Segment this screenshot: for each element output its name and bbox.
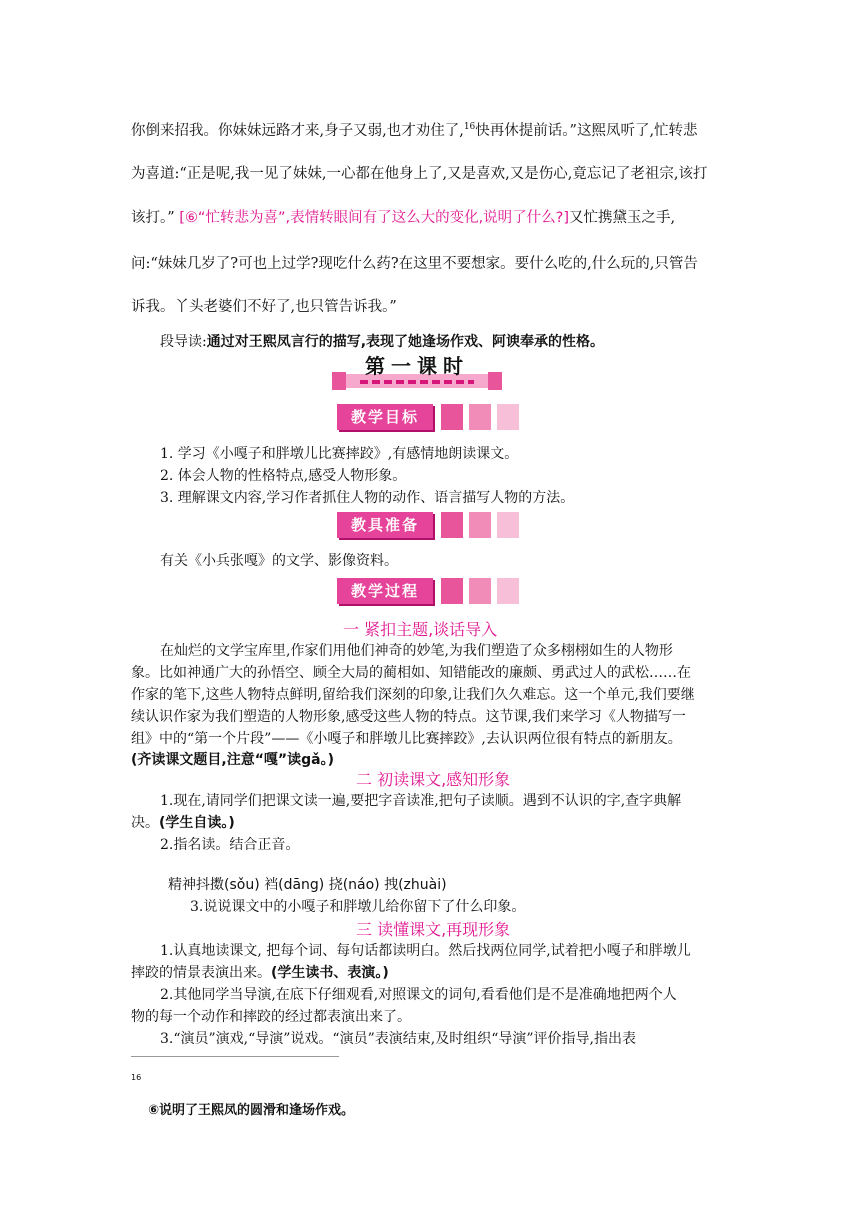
excerpt-line-3: 该打。” [⑥“忙转悲为喜”,表情转眼间有了这么大的变化,说明了什么?]又忙携黛玉之手, (131, 210, 676, 226)
excerpt-line-4: 问:“妹妹几岁了?可也上过学?现吃什么药?在这里不要想家。要什么吃的,什么玩的,只管告 (131, 256, 698, 272)
objectives-tag: 教学目标 (337, 404, 527, 430)
section-3-p2b: 物的每一个动作和摔跤的经过都表演出来了。 (131, 1009, 411, 1025)
section-1-line: 作家的笔下,这些人物特点鲜明,留给我们深刻的印象,让我们久久难忘。这一个单元,我们要继 (131, 687, 695, 703)
footnote-ref[interactable]: 16 (463, 122, 476, 133)
section-heading-2: 二 初读课文,感知形象 (356, 770, 511, 789)
materials-text: 有关《小兵张嘎》的文学、影像资料。 (160, 553, 398, 569)
excerpt-line-5: 诉我。丫头老婆们不好了,也只管告诉我。” (131, 299, 397, 315)
excerpt-line-2: 为喜道:“正是呢,我一见了妹妹,一心都在他身上了,又是喜欢,又是伤心,竟忘记了老祖宗,该打 (131, 166, 708, 182)
section-3-p3: 3.“演员”演戏,“导演”说戏。“演员”表演结束,及时组织“导演”评价指导,指出表 (160, 1031, 636, 1047)
section-2-p2: 2.指名读。结合正音。 (160, 837, 300, 853)
section-1-line: 象。比如神通广大的孙悟空、顾全大局的蔺相如、知错能改的廉颇、勇武过人的武松……在 (131, 665, 691, 681)
lesson-banner (332, 350, 502, 394)
footnote-number: 16 (131, 1073, 142, 1082)
section-2-p1b: 决。(学生自读。) (131, 815, 235, 831)
section-2-p1: 1.现在,请同学们把课文读一遍,要把字音读准,把句子读顺。遇到不认识的字,查字典解 (160, 793, 682, 809)
section-3-p1b: 摔跤的情景表演出来。(学生读书、表演。) (131, 965, 389, 981)
section-1-line: 续认识作家为我们塑造的人物形象,感受这些人物的特点。这节课,我们来学习《人物描写一 (131, 709, 686, 725)
section-heading-1: 一 紧扣主题,谈话导入 (343, 620, 498, 639)
objective-item: 3. 理解课文内容,学习作者抓住人物的动作、语言描写人物的方法。 (160, 490, 575, 506)
question-note: [⑥“忙转悲为喜”,表情转眼间有了这么大的变化,说明了什么?] (179, 210, 570, 226)
section-3-p2: 2.其他同学当导演,在底下仔细观看,对照课文的词句,看看他们是不是准确地把两个人 (160, 987, 677, 1003)
objective-item: 2. 体会人物的性格特点,感受人物形象。 (160, 468, 407, 484)
objective-item: 1. 学习《小嘎子和胖墩儿比赛摔跤》,有感情地朗读课文。 (160, 446, 519, 462)
paragraph-guide: 段导读:通过对王熙凤言行的描写,表现了她逢场作戏、阿谀奉承的性格。 (160, 334, 605, 350)
section-2-p3: 3.说说课文中的小嘎子和胖墩儿给你留下了什么印象。 (190, 899, 526, 915)
section-1-note: (齐读课文题目,注意“嘎”读gǎ。) (131, 752, 334, 768)
pronunciation-words: 精神抖擞(sǒu) 裆(dāng) 挠(náo) 拽(zhuài) (168, 877, 447, 893)
footnote-divider (131, 1056, 339, 1057)
excerpt-line-1: 你倒来招我。你妹妹远路才来,身子又弱,也才劝住了,$^{16}$快再休提前话。”这熙凤听了,忙转悲 (131, 122, 698, 139)
footnote-text: ⑥说明了王熙凤的圆滑和逢场作戏。 (148, 1103, 355, 1118)
materials-tag: 教具准备 (337, 512, 527, 538)
section-1-line: 组》中的“第一个片段”——《小嘎子和胖墩儿比赛摔跤》,去认识两位很有特点的新朋友。 (131, 731, 682, 747)
section-heading-3: 三 读懂课文,再现形象 (356, 920, 511, 939)
lesson-title: 第一课时 (365, 354, 469, 378)
section-3-p1: 1.认真地读课文, 把每个词、每句话都读明白。然后找两位同学,试着把小嘎子和胖墩儿 (160, 943, 691, 959)
section-1-line: 在灿烂的文学宝库里,作家们用他们神奇的妙笔,为我们塑造了众多栩栩如生的人物形 (160, 643, 673, 659)
process-tag: 教学过程 (337, 578, 527, 604)
